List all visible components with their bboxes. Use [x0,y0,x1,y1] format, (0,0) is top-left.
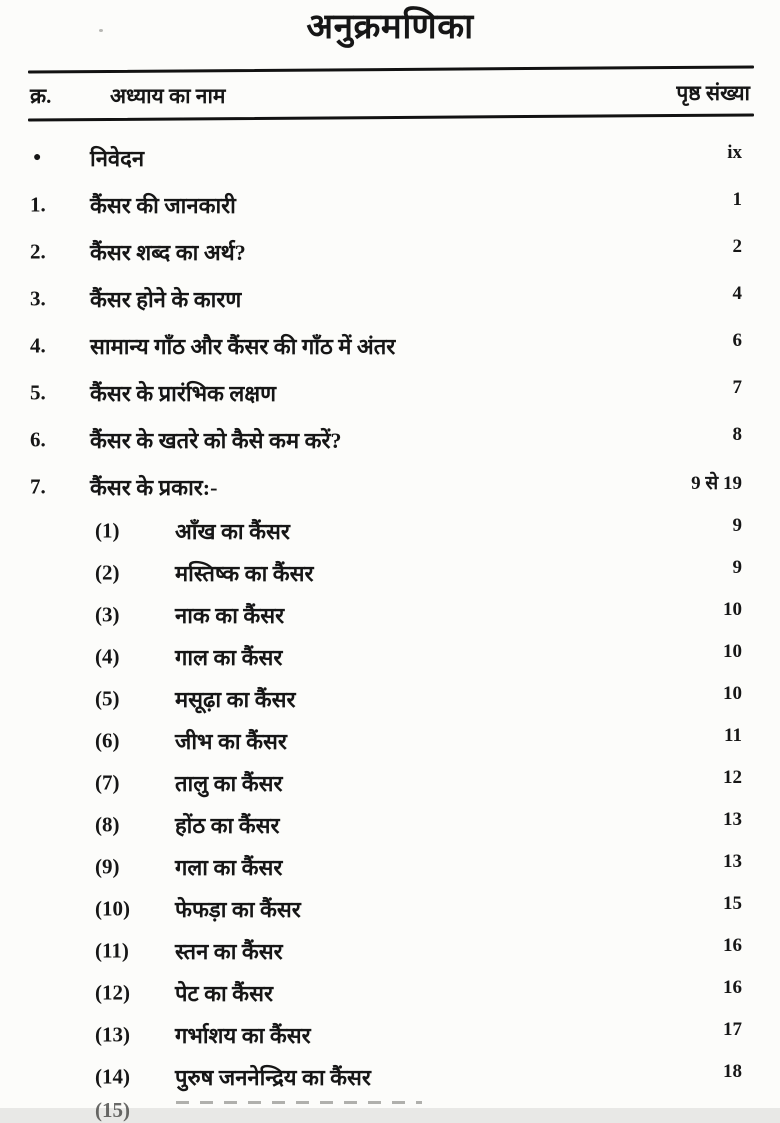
row-chapter-title: स्तन का कैंसर [175,939,283,964]
row-page-number: 11 [724,725,742,746]
row-chapter-title: गाल का कैंसर [175,645,283,670]
row-chapter-title: पेट का कैंसर [175,981,273,1006]
row-page-number: 16 [723,935,742,956]
toc-row [0,275,780,322]
scan-speck [99,29,103,32]
row-page-number: 13 [723,809,742,830]
row-page-number: 7 [732,376,742,398]
row-page-number: 16 [723,977,742,998]
row-chapter-title: गला का कैंसर [175,855,283,880]
row-serial: 1. [30,192,46,216]
row-serial: (8) [95,812,120,837]
row-chapter-title: नाक का कैंसर [175,603,285,628]
row-serial: (6) [95,728,120,753]
row-page-number: 6 [732,329,742,351]
row-page-number: 12 [723,767,742,788]
row-serial: (2) [95,560,120,585]
bullet-icon: ● [33,149,42,165]
row-chapter-title: कैंसर के खतरे को कैसे कम करें? [90,427,342,453]
row-serial: (10) [95,896,130,921]
toc-row [0,972,780,1014]
row-serial: (9) [95,854,120,879]
row-serial: 2. [30,239,46,263]
row-serial: 6. [30,427,46,451]
row-chapter-title: कैंसर के प्रारंभिक लक्षण [90,380,277,406]
toc-row [0,930,780,972]
toc-row [0,181,780,228]
header-divider-top [28,65,754,73]
row-serial: (12) [95,980,130,1005]
row-chapter-title: सामान्य गाँठ और कैंसर की गाँठ में अंतर [90,333,396,359]
row-serial: 7. [30,474,46,498]
toc-row [0,322,780,369]
row-chapter-title: निवेदन [90,145,145,171]
row-page-number: 13 [723,851,742,872]
row-serial: (3) [95,602,120,627]
row-serial: (5) [95,686,120,711]
row-serial: (15) [95,1098,130,1122]
row-chapter-title: मसूढ़ा का कैंसर [175,687,296,712]
row-chapter-title: तालु का कैंसर [175,771,283,796]
toc-row [0,552,780,594]
toc-row [0,888,780,930]
toc-row [0,636,780,678]
row-chapter-title: कैंसर की जानकारी [90,192,236,218]
toc-row [0,134,780,181]
row-chapter-title: आँख का कैंसर [175,519,290,544]
row-serial: (13) [95,1022,130,1047]
toc-row [0,369,780,416]
row-serial: 5. [30,380,46,404]
toc-row [0,416,780,463]
row-chapter-title: कैंसर शब्द का अर्थ? [90,239,246,265]
header-divider-bottom [28,113,754,121]
toc-row [0,846,780,888]
toc-row [0,228,780,275]
row-page-number: 9 [732,557,742,578]
row-chapter-title: कैंसर होने के कारण [90,286,242,312]
toc-row [0,762,780,804]
row-page-number: 2 [732,235,742,257]
toc-row [0,1056,780,1098]
row-page-number: 10 [723,641,742,662]
row-page-number: ix [727,141,742,163]
toc-row [0,804,780,846]
row-serial: (1) [95,518,120,543]
row-serial: 4. [30,333,46,357]
row-page-number: 9 [732,515,742,536]
row-page-number: 1 [732,188,742,210]
row-chapter-title: फेफड़ा का कैंसर [175,897,301,922]
toc-rows [0,134,780,1098]
row-page-number: 10 [723,599,742,620]
toc-row-partial [0,1098,780,1122]
toc-row [0,1014,780,1056]
row-chapter-title: मस्तिष्क का कैंसर [175,561,314,586]
toc-row [0,463,780,510]
page-title: अनुक्रमणिका [306,7,474,46]
row-page-number: 8 [732,423,742,445]
row-chapter-title: होंठ का कैंसर [175,813,280,838]
row-chapter-title: पुरुष जननेन्द्रिय का कैंसर [175,1065,371,1090]
toc-row [0,678,780,720]
header-serial-column: क्र. [30,84,52,108]
row-serial: (4) [95,644,120,669]
row-serial: 3. [30,286,46,310]
row-chapter-title: गर्भाशय का कैंसर [175,1023,311,1048]
toc-row [0,510,780,552]
toc-row [0,720,780,762]
clipped-text-smudge [176,1101,422,1104]
row-page-number: 9 से 19 [691,472,742,494]
row-chapter-title: जीभ का कैंसर [175,729,287,754]
header-page-column: पृष्ठ संख्या [676,81,750,105]
row-page-number: 4 [732,282,742,304]
row-page-number: 15 [723,893,742,914]
row-page-number: 17 [723,1019,742,1040]
row-serial: (14) [95,1064,130,1089]
row-page-number: 18 [723,1061,742,1082]
toc-row [0,594,780,636]
header-chapter-column: अध्याय का नाम [110,84,226,108]
row-serial: (7) [95,770,120,795]
row-chapter-title: कैंसर के प्रकार:- [90,474,218,500]
row-page-number: 10 [723,683,742,704]
row-serial: (11) [95,938,129,963]
